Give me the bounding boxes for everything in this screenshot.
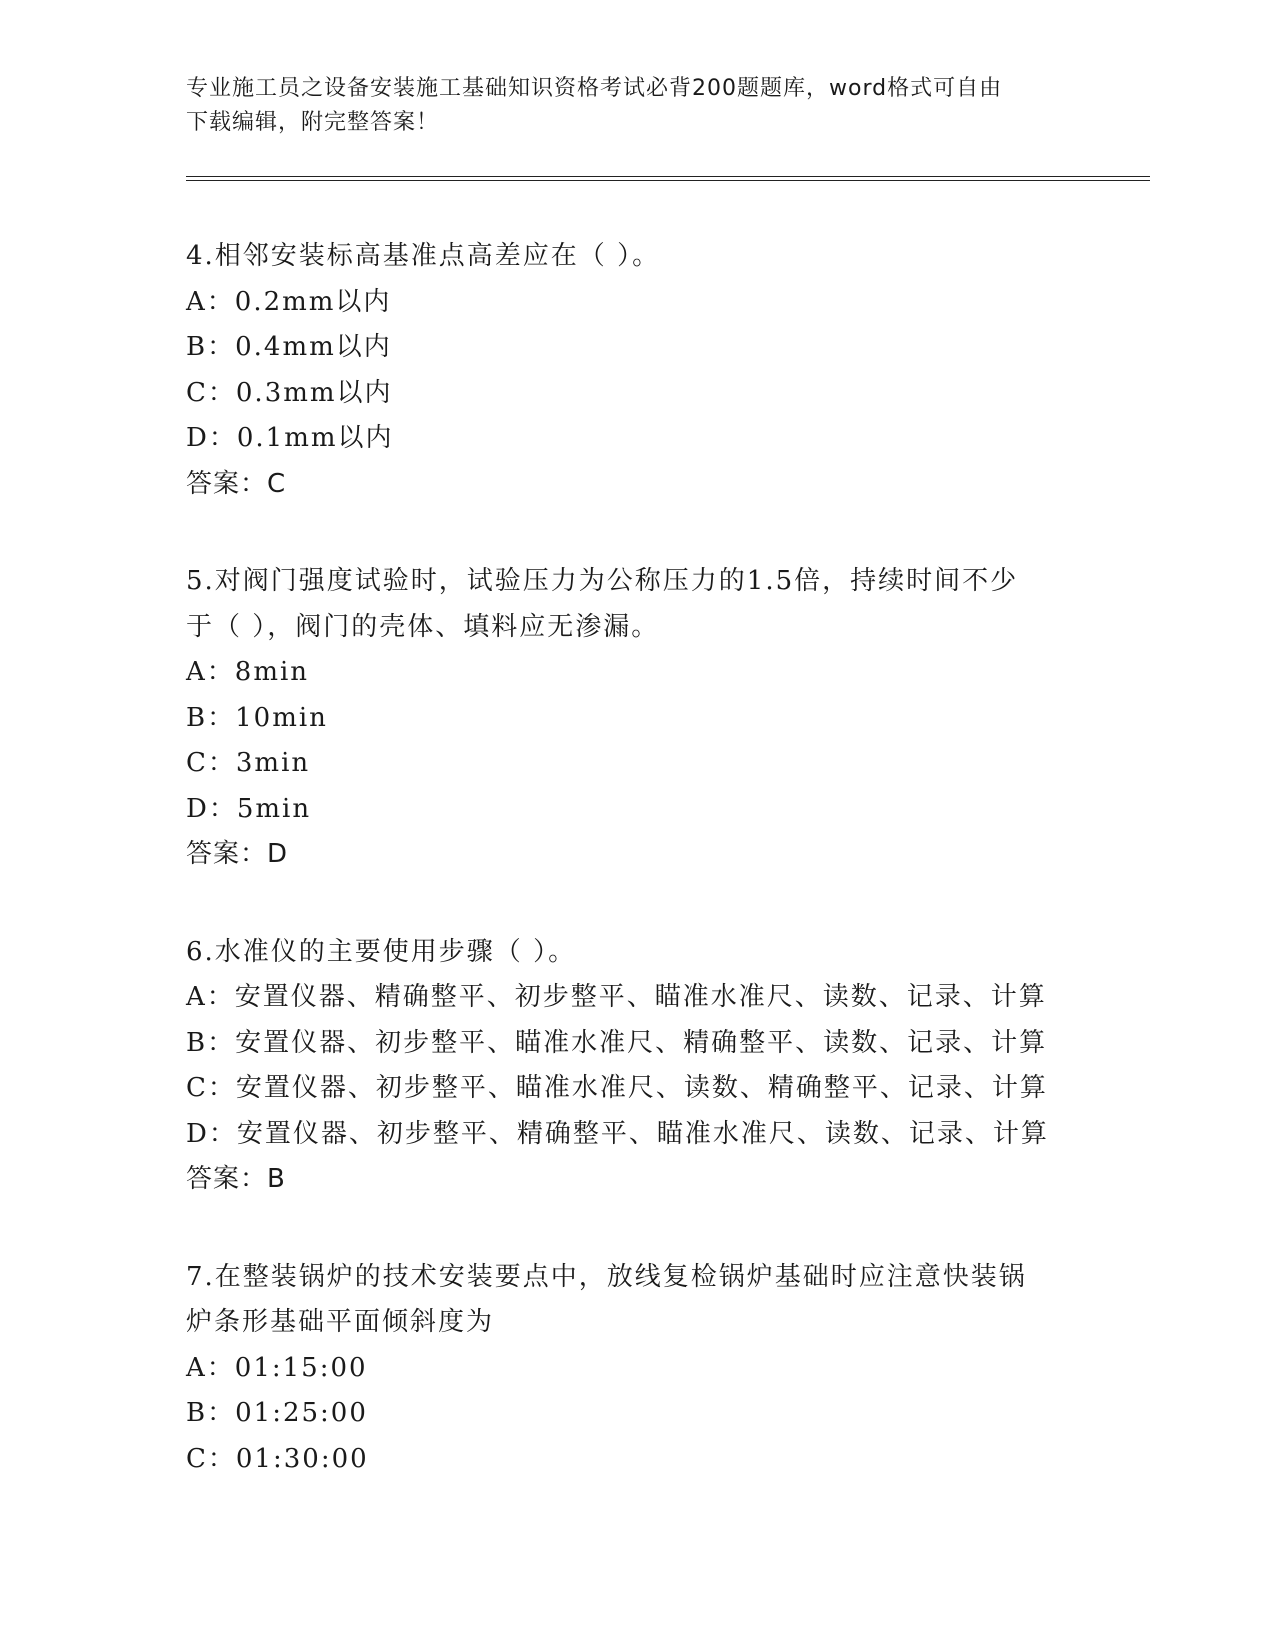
option-d: D：安置仪器、初步整平、精确整平、瞄准水准尺、读数、记录、计算 [186,1118,1049,1149]
option-d: D：5min [186,793,312,824]
option-c: C：01:30:00 [186,1443,369,1474]
question-7 [186,1255,1086,1483]
document-header [186,72,1086,140]
header-divider [186,176,1150,181]
option-c: C：安置仪器、初步整平、瞄准水准尺、读数、精确整平、记录、计算 [186,1073,1048,1103]
answer-line: 答案：D [186,839,289,869]
question-stem: 5.对阀门强度试验时，试验压力为公称压力的1.5倍，持续时间不少 [186,566,1019,596]
option-a: A：0.2mm以内 [186,286,392,317]
question-stem: 6.水准仪的主要使用步骤（ ）。 [186,936,577,967]
option-b: B：安置仪器、初步整平、瞄准水准尺、精确整平、读数、记录、计算 [186,1027,1048,1058]
option-a: A：01:15:00 [186,1352,368,1383]
option-a: A：8min [186,657,310,687]
option-b: B：0.4mm以内 [186,332,392,362]
option-c: C：3min [186,748,311,778]
answer-line: 答案：C [186,468,287,499]
question-4 [186,234,1086,507]
header-line-2: 下载编辑，附完整答案！ [186,110,440,135]
question-stem: 4.相邻安装标高基准点高差应在（ ）。 [186,241,661,271]
option-a: A：安置仪器、精确整平、初步整平、瞄准水准尺、读数、记录、计算 [186,982,1047,1012]
option-b: B：01:25:00 [186,1398,368,1428]
option-c: C：0.3mm以内 [186,377,393,408]
question-stem-continued: 炉条形基础平面倾斜度为 [186,1307,495,1337]
option-d: D：0.1mm以内 [186,423,394,453]
question-6 [186,930,1086,1203]
question-stem-continued: 于（ ），阀门的壳体、填料应无渗漏。 [186,611,660,642]
answer-line: 答案：B [186,1164,286,1194]
question-list [186,234,1086,1534]
question-stem: 7.在整装锅炉的技术安装要点中，放线复检锅炉基础时应注意快装锅 [186,1261,1027,1292]
option-b: B：10min [186,702,328,733]
header-line-1: 专业施工员之设备安装施工基础知识资格考试必背200题题库，word格式可自由 [186,76,1003,101]
question-5 [186,559,1086,878]
